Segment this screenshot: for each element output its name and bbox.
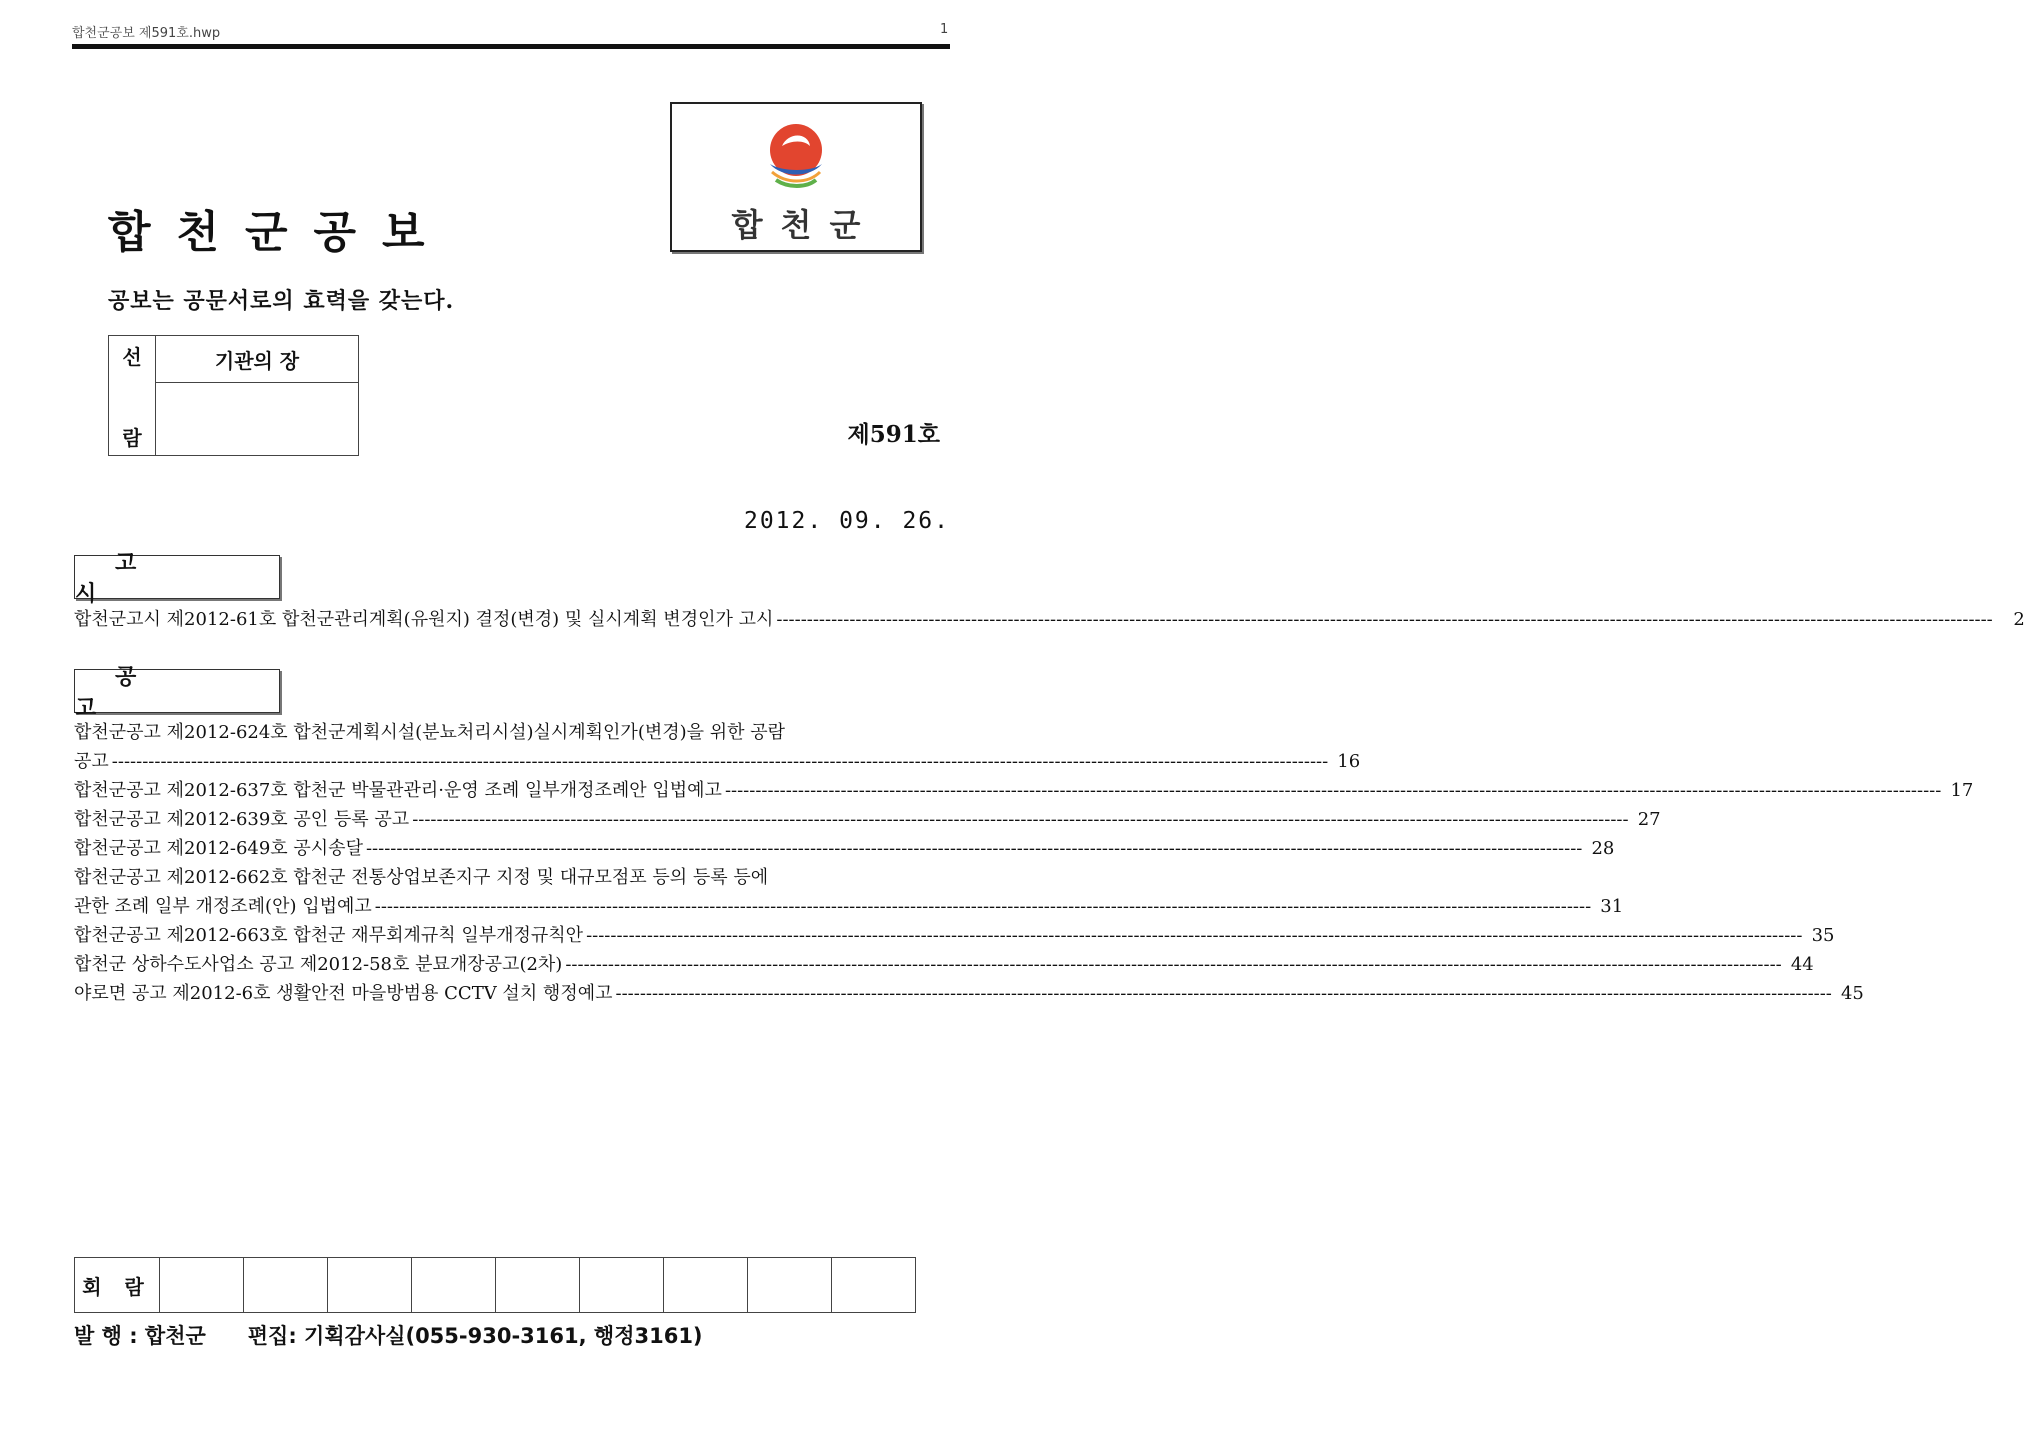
toc-leader: -------------------------------------------------------------------------------------------------------------------------------------------------------------------------------------------------------- bbox=[374, 896, 1592, 917]
approval-header: 기관의 장 bbox=[156, 336, 359, 383]
toc-item[interactable] bbox=[74, 921, 1835, 950]
toc-item[interactable] bbox=[74, 979, 1864, 1008]
toc-item-title: 합천군공고 제2012-637호 합천군 박물관관리·운영 조례 일부개정조례안 입법예고 bbox=[74, 780, 722, 801]
reply-label: 회 람 bbox=[75, 1258, 160, 1313]
toc-leader: -------------------------------------------------------------------------------------------------------------------------------------------------------------------------------------------------------- bbox=[776, 609, 1993, 630]
toc-item-page: 45 bbox=[1840, 983, 1864, 1004]
footer bbox=[74, 1320, 703, 1350]
toc-item-title: 합천군공고 제2012-649호 공시송달 bbox=[74, 838, 363, 859]
file-header-page: 1 bbox=[940, 22, 949, 37]
issue-date: 2012. 09. 26. bbox=[743, 508, 950, 534]
toc-item-title: 합천군고시 제2012-61호 합천군관리계획(유원지) 결정(변경) 및 실시계획 변경인가 고시 bbox=[74, 609, 774, 630]
toc-item[interactable] bbox=[74, 950, 1814, 979]
toc-leader: -------------------------------------------------------------------------------------------------------------------------------------------------------------------------------------------------------- bbox=[412, 809, 1629, 830]
approval-side-top: 선 bbox=[122, 344, 142, 369]
header-rule bbox=[72, 44, 950, 49]
county-logo-box bbox=[670, 102, 922, 252]
approval-side-label bbox=[109, 336, 156, 456]
toc-item[interactable] bbox=[74, 605, 2025, 634]
toc-leader: -------------------------------------------------------------------------------------------------------------------------------------------------------------------------------------------------------- bbox=[111, 751, 1329, 772]
toc-item-title: 공고 bbox=[74, 751, 109, 772]
toc-item[interactable] bbox=[74, 834, 1615, 863]
toc-item-line: 합천군공고 제2012-662호 합천군 전통상업보존지구 지정 및 대규모점포 등의 등록 등에 bbox=[74, 867, 769, 888]
approval-table bbox=[108, 335, 359, 456]
reply-cell bbox=[244, 1258, 328, 1313]
county-logo-name: 합천군 bbox=[731, 206, 879, 244]
toc-item-page: 2 bbox=[2013, 609, 2025, 630]
reply-cell bbox=[580, 1258, 664, 1313]
footer-editor: 편집: 기획감사실(055-930-3161, 행정3161) bbox=[247, 1324, 703, 1348]
toc-leader: -------------------------------------------------------------------------------------------------------------------------------------------------------------------------------------------------------- bbox=[586, 925, 1803, 946]
approval-side-bottom: 람 bbox=[122, 425, 142, 450]
reply-cell bbox=[496, 1258, 580, 1313]
toc-item-title: 합천군 상하수도사업소 공고 제2012-58호 분묘개장공고(2차) bbox=[74, 954, 563, 975]
toc-item-title: 합천군공고 제2012-663호 합천군 재무회계규칙 일부개정규칙안 bbox=[74, 925, 584, 946]
reply-cell bbox=[832, 1258, 916, 1313]
reply-cell bbox=[664, 1258, 748, 1313]
toc-item[interactable] bbox=[74, 805, 1661, 834]
toc-leader: -------------------------------------------------------------------------------------------------------------------------------------------------------------------------------------------------------- bbox=[565, 954, 1782, 975]
toc-item-title: 관한 조례 일부 개정조례(안) 입법예고 bbox=[74, 896, 372, 917]
toc-item[interactable] bbox=[74, 776, 1974, 805]
toc-item-page: 35 bbox=[1811, 925, 1835, 946]
footer-publisher: 발 행 : 합천군 bbox=[74, 1324, 206, 1348]
toc-item[interactable] bbox=[74, 892, 1624, 921]
gonggo-list bbox=[74, 718, 1974, 1008]
reply-cell bbox=[160, 1258, 244, 1313]
toc-item-title: 야로면 공고 제2012-6호 생활안전 마을방범용 CCTV 설치 행정예고 bbox=[74, 983, 613, 1004]
gosi-list bbox=[74, 605, 2025, 634]
reply-cell bbox=[748, 1258, 832, 1313]
toc-item-page: 28 bbox=[1591, 838, 1615, 859]
gazette-subtitle: 공보는 공문서로의 효력을 갖는다. bbox=[108, 288, 455, 314]
reply-cell bbox=[328, 1258, 412, 1313]
toc-leader: -------------------------------------------------------------------------------------------------------------------------------------------------------------------------------------------------------- bbox=[615, 983, 1832, 1004]
gonggo-section-heading: 공 고 bbox=[74, 669, 280, 713]
toc-item-page: 27 bbox=[1637, 809, 1661, 830]
toc-item-page: 16 bbox=[1337, 751, 1361, 772]
toc-item-page: 31 bbox=[1600, 896, 1624, 917]
toc-item-title: 합천군공고 제2012-639호 공인 등록 공고 bbox=[74, 809, 410, 830]
approval-signature-cell bbox=[156, 383, 359, 456]
toc-item[interactable] bbox=[74, 747, 1361, 776]
gosi-section-heading: 고 시 bbox=[74, 555, 280, 599]
issue-number: 제591호 bbox=[847, 421, 940, 448]
toc-leader: -------------------------------------------------------------------------------------------------------------------------------------------------------------------------------------------------------- bbox=[365, 838, 1583, 859]
gazette-title: 합천군공보 bbox=[108, 207, 451, 258]
toc-leader: -------------------------------------------------------------------------------------------------------------------------------------------------------------------------------------------------------- bbox=[724, 780, 1942, 801]
reply-table bbox=[74, 1257, 916, 1313]
file-header-name: 합천군공보 제591호.hwp bbox=[72, 26, 221, 41]
toc-item-line: 합천군공고 제2012-624호 합천군계획시설(분뇨처리시설)실시계획인가(변경)을 위한 공람 bbox=[74, 722, 786, 743]
toc-item-page: 44 bbox=[1790, 954, 1814, 975]
toc-item-page: 17 bbox=[1950, 780, 1974, 801]
county-emblem-icon bbox=[760, 116, 832, 196]
reply-cell bbox=[412, 1258, 496, 1313]
